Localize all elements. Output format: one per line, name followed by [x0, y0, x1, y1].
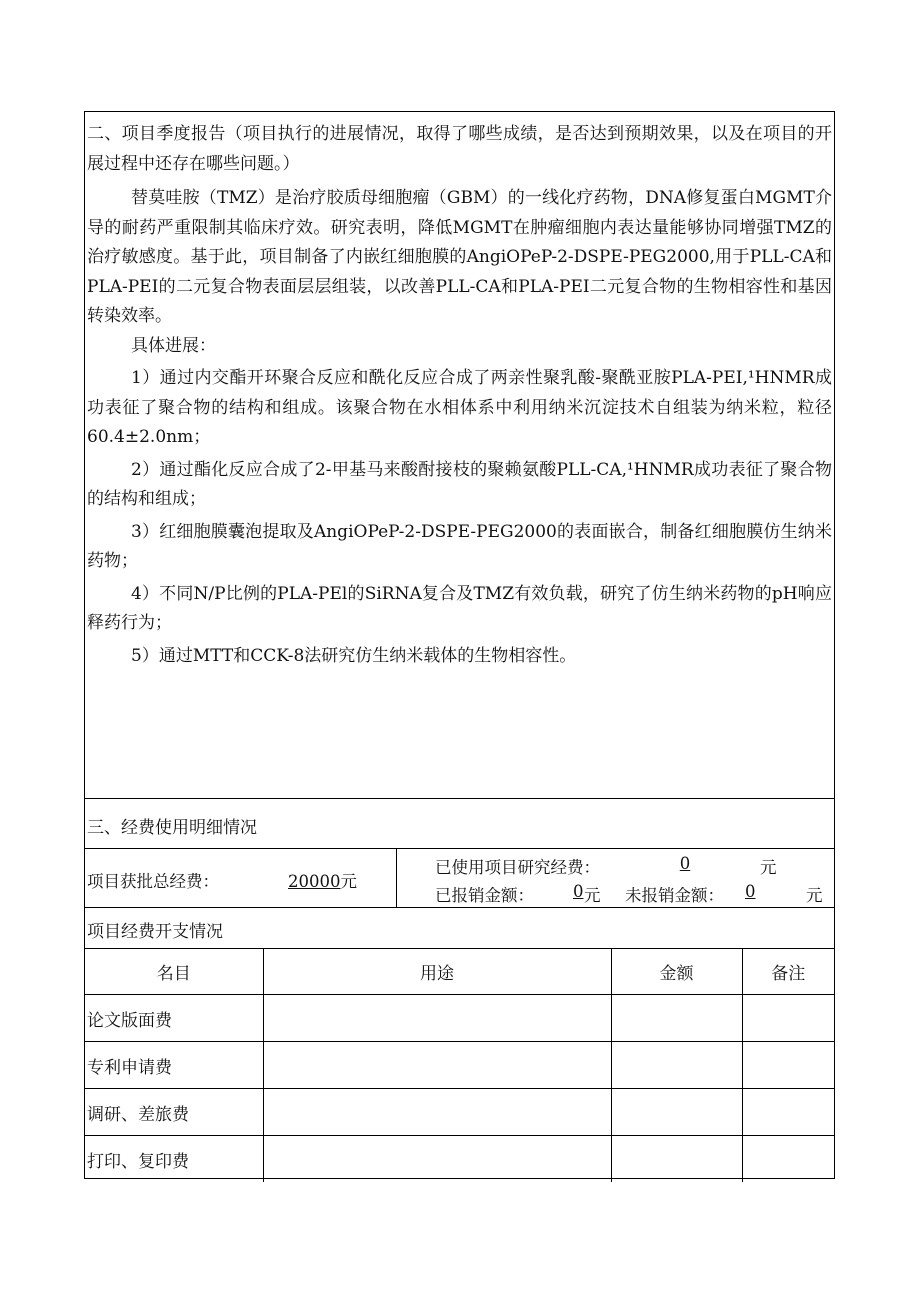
- expense-table: [85, 948, 834, 1182]
- section2-heading: 二、项目季度报告（项目执行的进展情况，取得了哪些成绩，是否达到预期效果，以及在项目的开展过程中还存在哪些问题。）: [87, 124, 832, 174]
- row-label: 专利申请费: [85, 1042, 263, 1089]
- header-remarks: 备注: [742, 948, 834, 995]
- table-row: [85, 1089, 834, 1136]
- row-label: 调研、差旅费: [85, 1089, 263, 1136]
- table-row: [85, 995, 834, 1042]
- budget-divider: [396, 849, 397, 907]
- row-label: 打印、复印费: [85, 1136, 263, 1183]
- expense-heading: 项目经费开支情况: [87, 922, 223, 942]
- used-unit: 元: [760, 858, 777, 877]
- approved-amount: 20000: [288, 872, 341, 891]
- report-form: [84, 111, 835, 1179]
- reimbursed-unit: 元: [584, 886, 601, 905]
- purpose-cell[interactable]: [263, 1042, 611, 1089]
- expense-table-header: [85, 948, 834, 995]
- purpose-cell[interactable]: [263, 995, 611, 1042]
- unreimbursed-amount: 0: [745, 882, 756, 901]
- progress-item-2: 2）通过酯化反应合成了2-甲基马来酸酎接枝的聚赖氨酸PLL-CA,¹HNMR成功表征了聚合物的结构和组成；: [87, 459, 832, 509]
- remarks-cell[interactable]: [742, 1042, 834, 1089]
- row-label: 论文版面费: [85, 995, 263, 1042]
- purpose-cell[interactable]: [263, 1089, 611, 1136]
- used-label: 已使用项目研究经费：: [435, 858, 600, 877]
- remarks-cell[interactable]: [742, 1136, 834, 1183]
- expense-heading-row: [85, 908, 834, 949]
- header-purpose: 用途: [263, 948, 611, 995]
- budget-summary: [85, 849, 834, 908]
- remarks-cell[interactable]: [742, 995, 834, 1042]
- reimbursed-label: 已报销金额：: [435, 886, 534, 905]
- used-amount: 0: [679, 854, 691, 873]
- unreimbursed-amount-field: [737, 882, 801, 901]
- header-item: 名目: [85, 948, 263, 995]
- remarks-cell[interactable]: [742, 1089, 834, 1136]
- amount-cell[interactable]: [611, 1136, 742, 1183]
- amount-cell[interactable]: [611, 995, 742, 1042]
- table-row: [85, 1136, 834, 1183]
- section3-heading: 三、经费使用明细情况: [87, 818, 257, 838]
- unreimbursed-unit: 元: [806, 886, 823, 905]
- approved-label: 项目获批总经费：: [87, 872, 219, 891]
- progress-item-4: 4）不同N/P比例的PLA-PEl的SiRNA复合及TMZ有效负载，研究了仿生纳米药物的pH响应释药行为；: [87, 583, 832, 633]
- section2-body: [87, 184, 832, 671]
- amount-cell[interactable]: [611, 1042, 742, 1089]
- intro-paragraph: 替莫哇胺（TMZ）是治疗胶质母细胞瘤（GBM）的一线化疗药物，DNA修复蛋白MGMT介导的耐药严重限制其临床疗效。研究表明，降低MGMT在肿瘤细胞内表达量能够协同增强TMZ的治疗敏感度。基于此，项目制备了内嵌红细胞膜的AngiOPeP-2-DSPE-PEG2000,用于PLL-CA和PLA-PEI的二元复合物表面层层组装，以改善PLL-CA和PLA-PEI二元复合物的生物相容性和基因转染效率。: [87, 188, 832, 326]
- progress-item-3: 3）红细胞膜囊泡提取及AngiOPeP-2-DSPE-PEG2000的表面嵌合，制备红细胞膜仿生纳米药物；: [87, 521, 832, 571]
- header-amount: 金额: [611, 948, 742, 995]
- amount-cell[interactable]: [611, 1089, 742, 1136]
- progress-label: 具体进展：: [131, 335, 216, 356]
- approved-unit: 元: [340, 872, 357, 891]
- funding-section-heading: [85, 799, 834, 849]
- purpose-cell[interactable]: [263, 1136, 611, 1183]
- approved-amount-field: [288, 868, 357, 892]
- progress-item-5: 5）通过MTT和CCK-8法研究仿生纳米载体的生物相容性。: [131, 645, 577, 666]
- quarterly-report-section: [85, 112, 834, 799]
- progress-item-1: 1）通过内交酯开环聚合反应和酰化反应合成了两亲性聚乳酸-聚酰亚胺PLA-PEI,¹HNMR成功表征了聚合物的结构和组成。该聚合物在水相体系中利用纳米沉淀技术自组装为纳米粒，粒径60.4±2.0nm；: [87, 368, 832, 447]
- reimbursed-amount: 0: [573, 882, 584, 901]
- unreimbursed-label: 未报销金额：: [625, 886, 724, 905]
- table-row: [85, 1042, 834, 1089]
